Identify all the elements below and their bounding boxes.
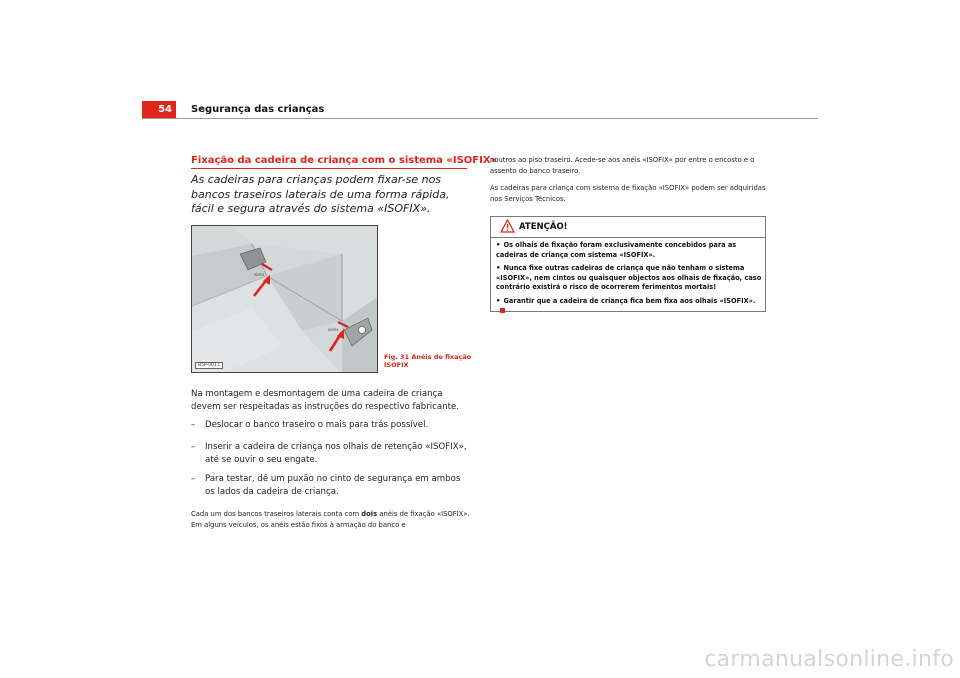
isofix-label-right: ISOFIX [328,328,339,332]
warning-item [496,264,764,293]
warning-text: Nunca fixe outras cadeiras de criança que não tenham o sistema «ISOFIX», nem cintos ou quaisquer objectos aos olhais de fixação, caso contrário existirá o risco de ocorrerem ferimentos mortais! [496,264,762,291]
bullet-marker: • [496,297,501,305]
dash-marker: – [191,442,196,452]
dash-marker: – [191,420,196,430]
bullet-marker: • [496,264,501,272]
warning-item [496,297,764,316]
availability-text: As cadeiras para criança com sistema de fixação «ISOFIX» podem ser adquiridas nos Serviços Técnicos. [490,184,766,203]
isofix-figure [191,225,378,373]
figure-caption: Fig. 31 Anéis de fixação ISOFIX [384,353,472,369]
note-text: anéis de fixação «ISOFIX». Em alguns veículos, os anéis estão fixos à armação do banco e [191,510,470,529]
running-header: Segurança das crianças [191,104,325,115]
section-title-underline [191,168,467,169]
continuation-text: noutros ao piso traseiro. Acede-se aos anéis «ISOFIX» por entre o encosto e o assento do banco traseiro. [490,156,755,175]
warning-triangle-icon [500,219,515,233]
intro-text: As cadeiras para crianças podem fixar-se nos bancos traseiros laterais de uma forma rápida, fácil e segura através do sistema «ISOFIX». [191,173,450,215]
step-item [191,441,471,466]
bullet-marker: • [496,241,501,249]
assembly-paragraph: Na montagem e desmontagem de uma cadeira de criança devem ser respeitadas as instruções do respectivo fabricante. [191,389,460,412]
section-title: Fixação da cadeira de criança com o sistema «ISOFIX» [191,155,498,166]
isofix-label-left: ISOFIX [254,273,265,277]
warning-title: ATENÇÃO! [519,222,568,232]
step-item [191,419,471,432]
step-text: Para testar, dê um puxão no cinto de segurança em ambos os lados da cadeira de criança. [205,474,461,497]
warning-text: Garantir que a cadeira de criança fica bem fixa aos olhais «ISOFIX». [503,297,756,305]
seat-illustration [192,226,378,373]
dash-marker: – [191,474,196,484]
watermark: carmanualsonline.info [704,647,954,672]
note-text: Cada um dos bancos traseiros laterais conta com [191,510,362,518]
warning-header [491,217,765,237]
warning-box [490,216,766,312]
step-item [191,473,471,498]
end-of-section-icon [500,308,505,313]
warning-item [496,241,764,260]
warning-text: Os olhais de fixação foram exclusivamente concebidos para as cadeiras de criança com sistema «ISOFIX». [496,241,737,259]
note-bold: dois [361,510,378,518]
header-divider [142,118,818,119]
figure-code: B5P-0011 [195,362,223,369]
step-text: Deslocar o banco traseiro o mais para trás possível. [205,420,429,430]
warning-divider [491,237,765,238]
page-number: 54 [142,101,176,118]
isofix-note [191,509,476,530]
step-text: Inserir a cadeira de criança nos olhais de retenção «ISOFIX», até se ouvir o seu engate. [205,442,467,465]
